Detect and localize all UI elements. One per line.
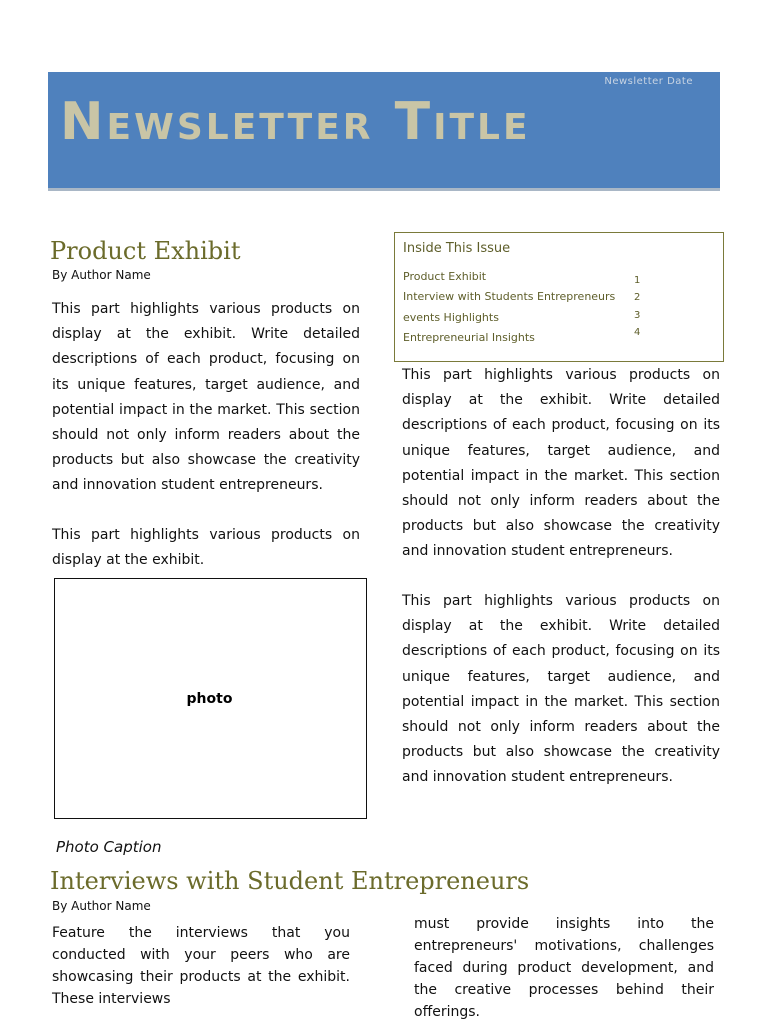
toc-page-number: 3 — [634, 310, 641, 321]
toc-heading: Inside This Issue — [403, 241, 511, 256]
toc-page-number: 2 — [634, 292, 641, 303]
toc-item: Entrepreneurial Insights — [403, 331, 535, 344]
right-column-paragraph-2: This part highlights various products on display at the exhibit. Write detailed descriptions of each product, focusing on its unique features, target audience, and potential impact in the market. This section should not only inform readers about the products but also showcase the creativity and innovation student entrepreneurs. — [402, 593, 720, 786]
byline-section2: By Author Name — [52, 899, 151, 913]
newsletter-title: Newsletter Title — [60, 92, 531, 152]
toc-item: Product Exhibit — [403, 270, 487, 283]
section1-paragraph-1: This part highlights various products on display at the exhibit. Write detailed descriptions of each product, focusing on its unique features, target audience, and potential impact in the market. This section should not only inform readers about the products but also showcase the creativity and innovation student entrepreneurs. — [52, 301, 360, 494]
section-heading-product-exhibit: Product Exhibit — [50, 237, 241, 265]
byline-section1: By Author Name — [52, 268, 151, 282]
newsletter-banner — [48, 72, 720, 191]
section-heading-interviews: Interviews with Student Entrepreneurs — [50, 867, 530, 895]
toc-item: events Highlights — [403, 311, 499, 324]
toc-page-number: 4 — [634, 327, 641, 338]
newsletter-date: Newsletter Date — [604, 76, 693, 87]
photo-caption: Photo Caption — [56, 838, 162, 856]
right-column-paragraph-1: This part highlights various products on display at the exhibit. Write detailed descriptions of each product, focusing on its unique features, target audience, and potential impact in the market. This section should not only inform readers about the products but also showcase the creativity and innovation student entrepreneurs. — [402, 367, 720, 560]
inside-this-issue-box — [394, 232, 724, 362]
section2-paragraph-right: must provide insights into the entrepreneurs' motivations, challenges faced during product development, and the creative processes behind their offerings. — [414, 916, 714, 1020]
photo-placeholder — [54, 578, 367, 819]
section1-paragraph-2: This part highlights various products on display at the exhibit. — [52, 527, 360, 569]
photo-label: photo — [186, 690, 233, 707]
toc-page-number: 1 — [634, 275, 641, 286]
toc-item: Interview with Students Entrepreneurs — [403, 290, 616, 303]
section2-paragraph-left: Feature the interviews that you conducted with your peers who are showcasing their products at the exhibit. These interviews — [52, 925, 350, 1007]
